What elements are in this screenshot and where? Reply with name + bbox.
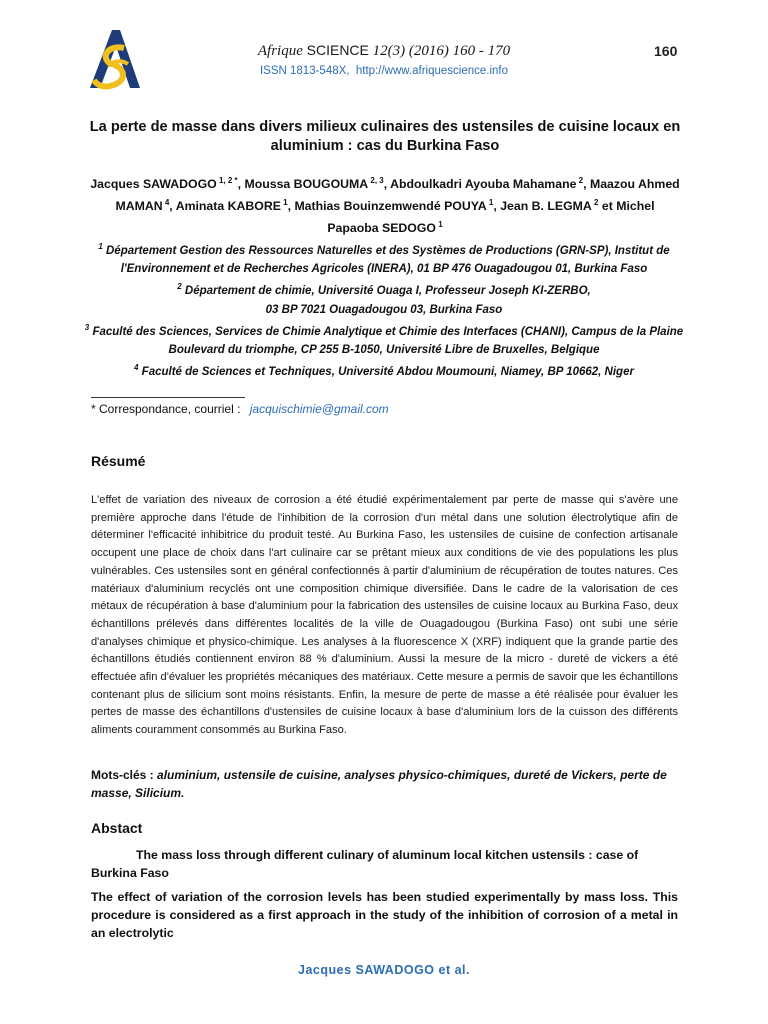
affiliation-text: Département Gestion des Ressources Naturelles et des Systèmes de Productions (GRN-SP), Institut de l'Environnement et de Recherches Agricoles (INERA), 01 BP 476 Ouagadougou 01, Burkina Faso: [102, 244, 670, 276]
affiliation-item: [78, 278, 690, 318]
author-affiliation-marker: 2: [576, 176, 584, 185]
author-name: Maazou Ahmed MAMAN: [115, 177, 680, 213]
keywords: [91, 766, 678, 802]
author-separator: ,: [583, 177, 590, 192]
affiliations: [78, 238, 690, 381]
author-affiliation-marker: 2: [591, 197, 599, 207]
correspondence-label: * Correspondance, courriel :: [91, 402, 241, 416]
author-affiliation-marker: 1: [486, 197, 494, 207]
keywords-label: Mots-clés :: [91, 768, 154, 782]
journal-logo: [84, 26, 140, 96]
author-separator: ,: [383, 177, 391, 192]
author-name: Aminata KABORE: [175, 198, 281, 213]
keywords-text: aluminium, ustensile de cuisine, analyses physico-chimiques, dureté de Vickers, perte de masse, Silicium.: [91, 768, 667, 800]
affiliation-number: 3: [84, 322, 90, 332]
journal-name: Afrique: [257, 43, 303, 59]
affiliation-item: [78, 238, 690, 278]
author-separator: ,: [287, 198, 295, 213]
author-separator: et: [598, 198, 617, 213]
author-name: Abdoulkadri Ayouba Mahamane: [390, 177, 577, 192]
footnote-rule: [91, 397, 245, 398]
author-affiliation-marker: 2, 3: [368, 176, 384, 185]
author-affiliation-marker: 4: [162, 197, 170, 207]
author-name: Michel Papaoba SEDOGO: [327, 198, 655, 235]
affiliation-item: [78, 359, 690, 381]
page-number: 160: [654, 43, 678, 59]
journal-url[interactable]: http://www.afriquescience.info: [355, 65, 509, 77]
issn: ISSN 1813-548X,: [259, 65, 350, 77]
author-separator: ,: [493, 198, 501, 213]
author-separator: ,: [169, 198, 176, 213]
author-name: Moussa BOUGOUMA: [244, 177, 369, 192]
correspondence-email[interactable]: jacquischimie@gmail.com: [249, 402, 389, 416]
journal-citation: [0, 42, 768, 60]
author-affiliation-marker: 1, 2 *: [216, 176, 238, 185]
author-affiliation-marker: 1: [435, 219, 443, 229]
running-footer: Jacques SAWADOGO et al.: [298, 963, 470, 977]
affiliation-text: Faculté des Sciences, Services de Chimie Analytique et Chimie des Interfaces (CHANI), Campus de la Plaine Boulevard du triomphe, CP 255 B-1050, Université Libre de Bruxelles, Belgique: [89, 325, 684, 356]
affiliation-number: 2: [177, 282, 182, 292]
author-name: Mathias Bouinzemwendé POUYA: [294, 198, 487, 213]
affiliation-number: 4: [134, 363, 139, 373]
author-name: Jacques SAWADOGO: [90, 177, 217, 192]
abstract-title: The mass loss through different culinary of aluminum local kitchen ustensils : case of Burkina Faso: [91, 848, 639, 880]
affiliation-text: Faculté de Sciences et Techniques, Université Abdou Moumouni, Niamey, BP 10662, Niger: [138, 366, 634, 379]
resume-body: L'effet de variation des niveaux de corrosion a été étudié expérimentalement par perte de masse qui s'avère une première approche dans l'étude de l'inhibition de la corrosion d'un métal dans une solution électrolytique afin de déterminer l'efficacité inhibitrice du produit testé. Au Burkina Faso, les ustensiles de cuisine de confection artisanale occupent une place de choix dans l'art culinaire car se prêtant mieux aux conditions de vie des populations les plus vulnérables. Ces ustensiles sont en général confectionnés à partir d'aluminium de récupération de toutes natures. Ces matériaux d'aluminium recyclés ont une composition chimique diversifiée. Dans le cadre de la valorisation de ces métaux de récupération à base d'aluminium pour la fabrication des ustensiles de cuisine locaux au Burkina Faso, deux échantillons prélevés dans différentes localités de la ville de Ouagadougou (Burkina Faso) ont subi une série d'analyses chimique et physico-chimique. Les analyses à la fluorescence X (XRF) indiquent que la grande partie des échantillons étudiés contiennent environ 88 % d'aluminium. Aussi la mesure de la micro - dureté de vickers a été effectuée afin d'évaluer les propriétés mécaniques des matériaux. Cette mesure a permis de savoir que les échantillons contenant plus de silicium sont moins résistants. Enfin, la mesure de perte de masse a été réalisée pour évaluer les pertes de masse des échantillons d'ustensiles de cuisine locaux à base d'aluminium lors de la cuisson des différents aliments couramment consommés au Burkina Faso.: [91, 494, 678, 737]
paper-title: La perte de masse dans divers milieux culinaires des ustensiles de cuisine locaux en aluminium : cas du Burkina Faso: [89, 119, 681, 154]
affiliation-text: 03 BP 7021 Ouagadougou 03, Burkina Faso: [265, 303, 503, 316]
issn-line: [0, 65, 768, 77]
correspondence: [91, 402, 389, 416]
volume-info: 12(3) (2016) 160 - 170: [372, 43, 511, 59]
author-list: [90, 172, 680, 237]
resume-heading: Résumé: [91, 453, 146, 469]
abstract-heading: Abstact: [91, 820, 143, 836]
affiliation-text: Département de chimie, Université Ouaga I, Professeur Joseph KI-ZERBO,: [181, 285, 591, 298]
journal-name-caps: SCIENCE: [306, 42, 369, 58]
affiliation-number: 1: [98, 242, 103, 251]
author-name: Jean B. LEGMA: [500, 198, 592, 213]
abstract-body: The effect of variation of the corrosion levels has been studied experimentally by mass loss. This procedure is considered as a first approach in the study of the inhibition of corrosion of a metal in an electrolytic: [91, 890, 678, 940]
affiliation-item: [78, 319, 690, 359]
author-separator: ,: [237, 177, 245, 192]
author-affiliation-marker: 1: [280, 197, 288, 207]
